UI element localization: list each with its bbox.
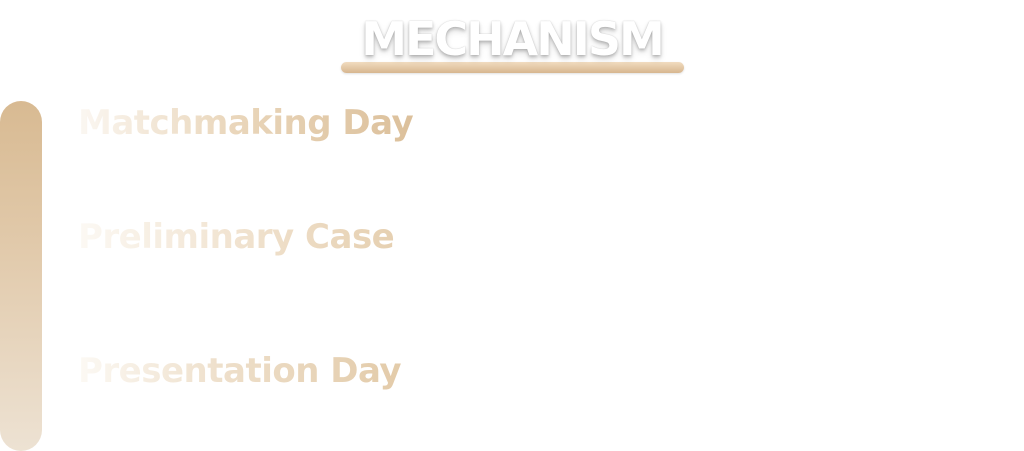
timeline-step-presentation-day: Presentation Day — [78, 351, 402, 391]
timeline-step-preliminary-case: Preliminary Case — [78, 217, 395, 257]
timeline-step-matchmaking-day: Matchmaking Day — [78, 103, 414, 143]
page-header — [0, 12, 1024, 78]
page-title: MECHANISM — [361, 12, 663, 66]
timeline-bar — [0, 101, 42, 451]
